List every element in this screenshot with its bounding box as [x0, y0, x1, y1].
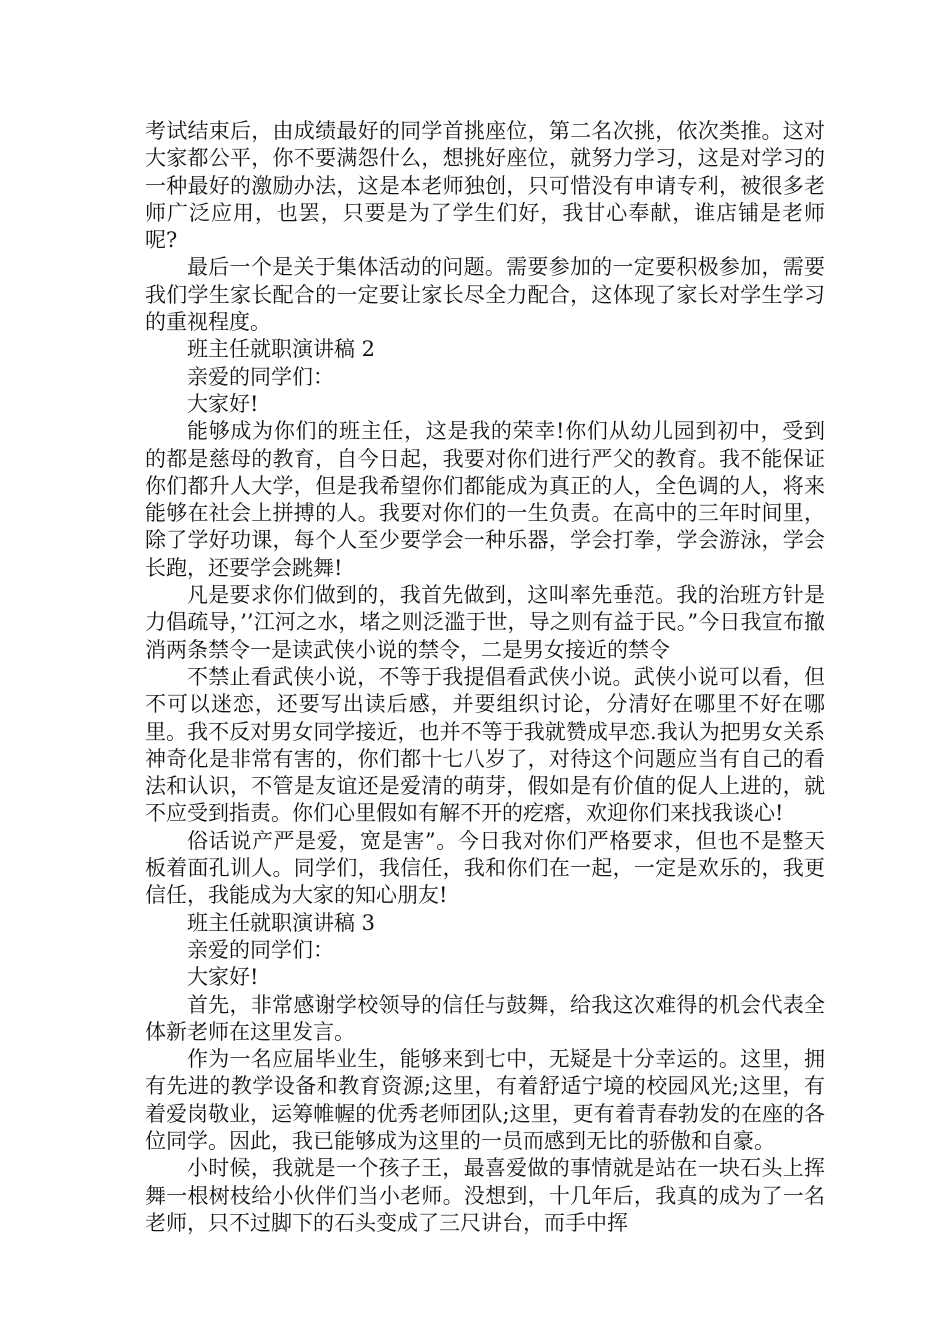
paragraph-group-activities: 最后一个是关于集体活动的问题。需要参加的一定要积极参加，需要我们学生家长配合的一定要让家长尽全力配合，这体现了家长对学生学习的重视程度。 — [145, 255, 825, 335]
speech-3-paragraph-childhood: 小时候，我就是一个孩子王，最喜爱做的事情就是站在一块石头上挥舞一根树枝给小伙伴们当小老师。没想到，十几年后，我真的成为了一名老师，只不过脚下的石头变成了三尺讲台，而手中挥 — [145, 1156, 825, 1235]
speech-3-paragraph-school: 作为一名应届毕业生，能够来到七中，无疑是十分幸运的。这里，拥有先进的教学设备和教育资源;这里，有着舒适宁境的校园风光;这里，有着爱岗敬业，运筹帷幄的优秀老师团队;这里，更有着青春勃发的在座的各位同学。因此，我已能够成为这里的一员而感到无比的骄傲和自豪。 — [145, 1047, 825, 1153]
speech-2-salutation: 亲爱的同学们： — [187, 364, 334, 389]
speech-2-paragraph-honor: 能够成为你们的班主任，这是我的荣幸!你们从幼儿园到初中，受到的都是慈母的教育，自今日起，我要对你们进行严父的教育。我不能保证你们都升人大学，但是我希望你们都能成为真正的人，全色调的人，将来能够在社会上拼搏的人。我要对你们的一生负责。在高中的三年时间里，除了学好功课，每个人至少要学会一种乐器，学会打拳，学会游泳，学会长跑，还要学会跳舞! — [145, 419, 825, 580]
speech-2-paragraph-strict: 俗话说产严是爱，宽是害”。今日我对你们严格要求，但也不是整天板着面孔训人。同学们，我信任，我和你们在一起，一定是欢乐的，我更信任，我能成为大家的知心朋友! — [145, 828, 825, 908]
speech-2-greeting: 大家好! — [187, 391, 259, 416]
speech-3-paragraph-thanks: 首先，非常感谢学校领导的信任与鼓舞，给我这次难得的机会代表全体新老师在这里发言。 — [145, 992, 825, 1044]
speech-3-greeting: 大家好! — [187, 965, 259, 990]
speech-3-title: 班主任就职演讲稿 3 — [187, 910, 376, 935]
speech-2-title: 班主任就职演讲稿 2 — [187, 337, 376, 362]
document-body — [145, 118, 825, 1237]
paragraph-seat-selection: 考试结束后，由成绩最好的同学首挑座位，第二名次挑，依次类推。这对大家都公平，你不要满怨什么，想挑好座位，就努力学习，这是对学习的一种最好的激励办法，这是本老师独创，只可惜没有申请专利，被很多老师广泛应用，也罢，只要是为了学生们好，我甘心奉献，谁店铺是老师呢? — [145, 119, 825, 253]
speech-3-salutation: 亲爱的同学们： — [187, 937, 334, 962]
speech-2-paragraph-novels: 不禁止看武侠小说，不等于我提倡看武侠小说。武侠小说可以看，但不可以迷恋，还要写出读后感，并要组织讨论，分清好在哪里不好在哪里。我不反对男女同学接近，也并不等于我就赞成早恋.我认为把男女关系神奇化是非常有害的，你们都十七八岁了，对待这个问题应当有自己的看法和认识，不管是友谊还是爱清的萌芽，假如是有价值的促人上进的，就不应受到指责。你们心里假如有解不开的疙瘩，欢迎你们来找我谈心! — [145, 664, 825, 826]
speech-2-paragraph-guidance: 凡是要求你们做到的，我首先做到，这叫率先垂范。我的治班方针是力倡疏导，’’江河之水，堵之则泛滥于世，导之则有益于民。”今日我宣布撤消两条禁令一是读武侠小说的禁令，二是男女接近的禁令 — [145, 583, 825, 662]
